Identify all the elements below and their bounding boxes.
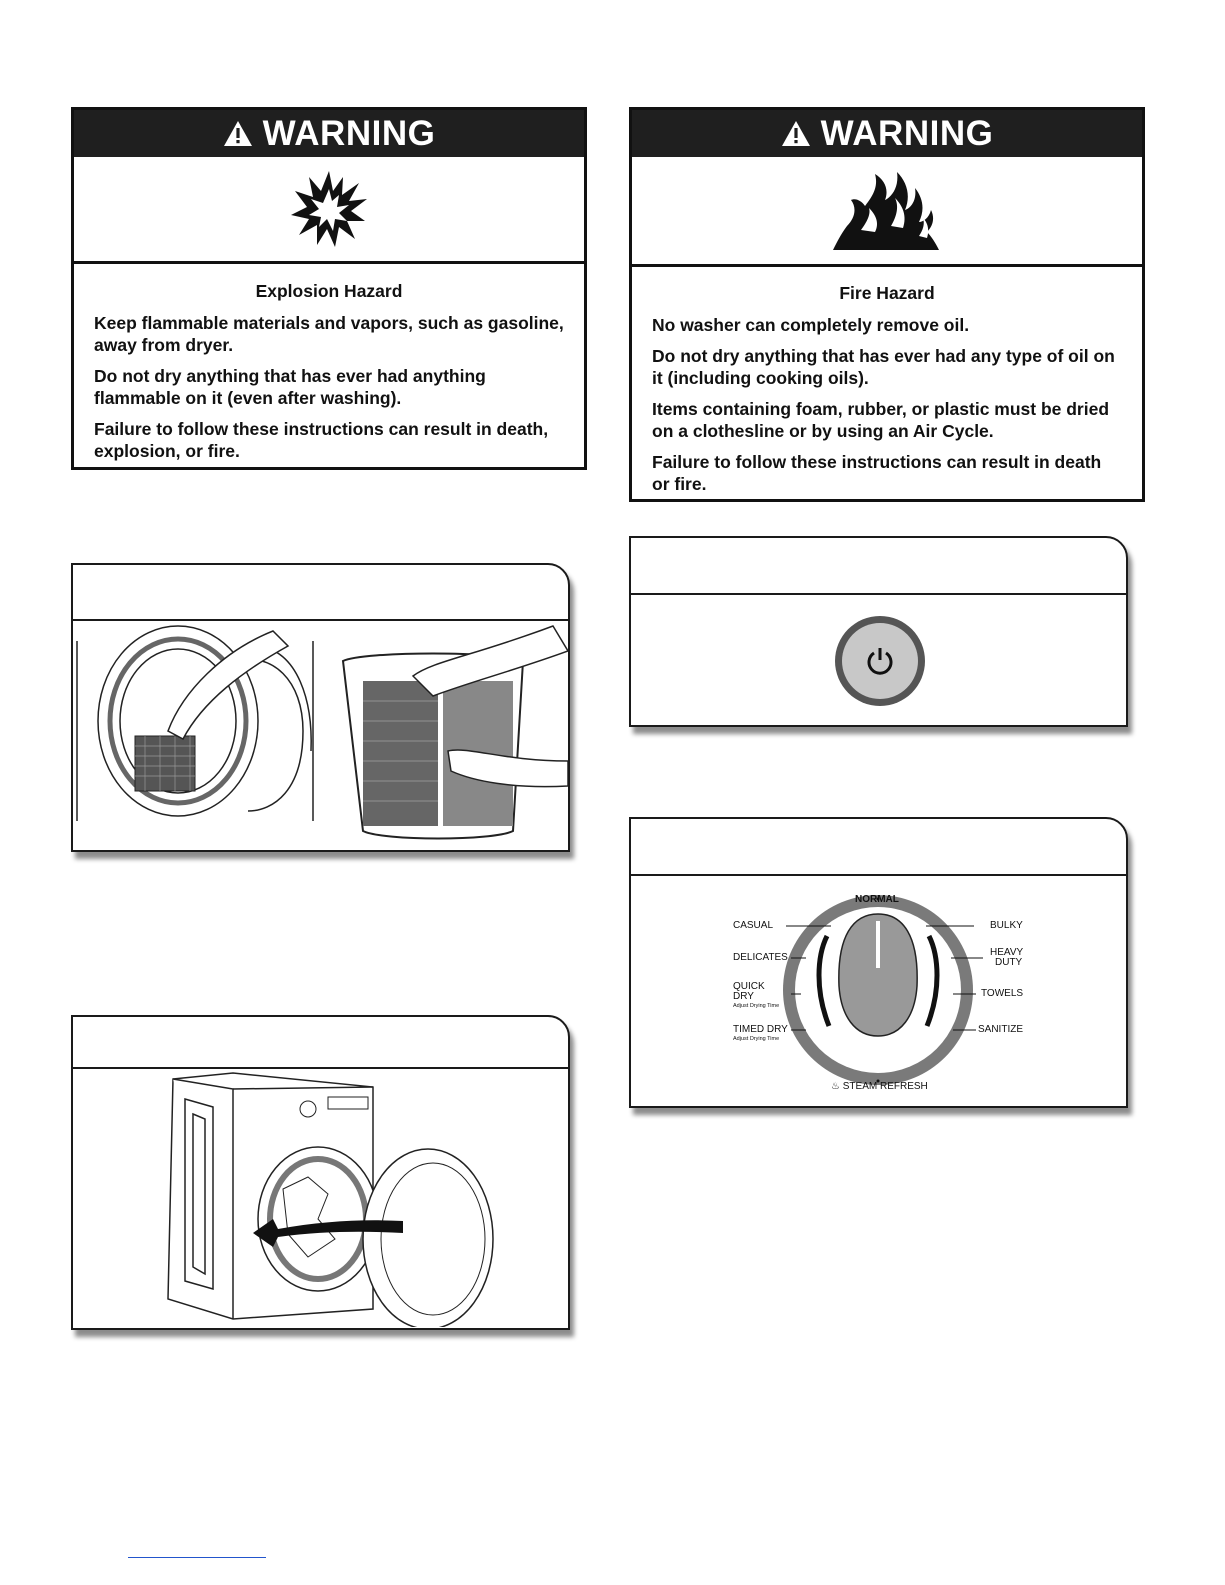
power-button[interactable] [835,616,925,706]
dial-label-timed-dry: TIMED DRY [733,1024,788,1035]
footer-link-underline [128,1557,266,1558]
panel-tab [73,565,568,621]
cycle-dial[interactable] [631,876,1126,1108]
dial-label-dry: DRY [733,991,754,1002]
warning-line: No washer can completely remove oil. [652,315,970,335]
dial-label-steam-refresh: ♨ STEAM REFRESH [831,1081,928,1092]
dial-label-bulky: BULKY [990,920,1023,931]
lint-filter-illustration [73,621,568,851]
warning-triangle-icon [223,120,253,147]
panel-tab [73,1017,568,1069]
dial-label-adjust: Adjust Drying Time [733,1003,780,1009]
cycle-dial-panel [629,817,1128,1108]
warning-line: Do not dry anything that has ever had any type of oil on it (including cooking oils). [652,346,1115,388]
dial-label-duty: DUTY [995,957,1023,968]
panel-tab [631,819,1126,876]
dial-label-towels: TOWELS [981,988,1024,999]
warning-header: WARNING [74,110,584,157]
dial-label-adjust: Adjust Drying Time [733,1036,780,1042]
power-icon [864,645,896,677]
dial-label-delicates: DELICATES [733,952,788,963]
warning-triangle-icon [781,120,811,147]
load-dryer-illustration [73,1069,568,1327]
explosion-warning [71,107,587,470]
dial-label-quick: QUICK [733,981,765,992]
load-dryer-panel [71,1015,570,1330]
hazard-title: Explosion Hazard [255,281,403,301]
warning-line: Failure to follow these instructions can result in death, explosion, or fire. [94,419,549,461]
dial-label-heavy: HEAVY [990,947,1024,958]
explosion-icon [289,169,369,249]
warning-header: WARNING [632,110,1142,157]
dial-label-normal: NORMAL [855,894,899,905]
dial-label-sanitize: SANITIZE [978,1024,1024,1035]
warning-line: Keep flammable materials and vapors, such as gasoline, away from dryer. [94,313,564,355]
lint-filter-panel [71,563,570,852]
panel-tab [631,538,1126,595]
dial-label-casual: CASUAL [733,920,774,931]
power-panel [629,536,1128,727]
fire-warning [629,107,1145,502]
fire-icon [831,170,943,252]
warning-line: Items containing foam, rubber, or plastic must be dried on a clothesline or by using an Air Cycle. [652,399,1110,441]
steam-icon: ♨ [831,1081,840,1092]
warning-line: Failure to follow these instructions can result in death or fire. [652,452,1102,494]
warning-line: Do not dry anything that has ever had anything flammable on it (even after washing). [94,366,486,408]
hazard-title: Fire Hazard [839,283,935,303]
